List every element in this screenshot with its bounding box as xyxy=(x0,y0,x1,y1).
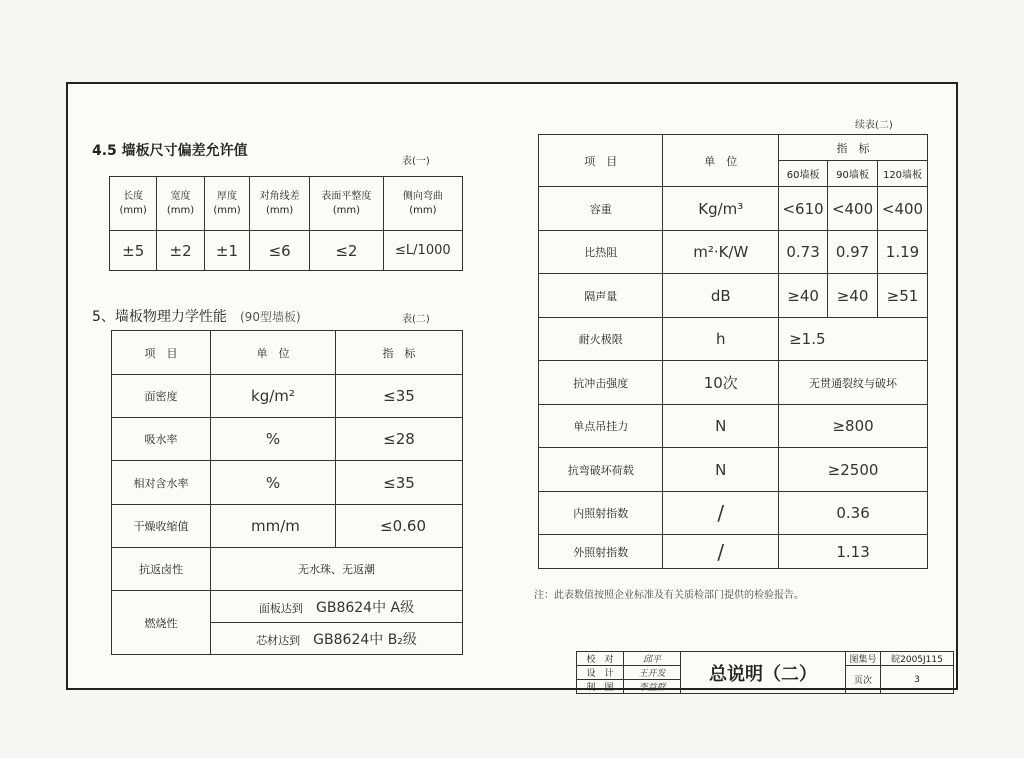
row-item: 相对含水率 xyxy=(112,461,211,505)
role-drafter: 制 图 xyxy=(577,680,624,694)
section-5-subtitle: (90型墙板) xyxy=(240,310,301,324)
row-merged-value: ≥2500 xyxy=(779,448,928,492)
value-length: ±5 xyxy=(110,231,157,271)
row-item: 抗弯破坏荷载 xyxy=(539,448,663,492)
fire-item: 燃烧性 xyxy=(112,591,211,655)
header-item: 项 目 xyxy=(112,331,211,375)
value-width: ±2 xyxy=(157,231,204,271)
row-item: 隔声量 xyxy=(539,274,663,318)
header-diagonal: 对角线差 (mm) xyxy=(250,177,310,231)
row-unit: N xyxy=(663,448,779,492)
row-item: 面密度 xyxy=(112,375,211,418)
table-note: 注：此表数值按照企业标准及有关质检部门提供的检验报告。 xyxy=(534,590,804,601)
row-v60: ≥40 xyxy=(779,274,828,318)
row-item: 外照射指数 xyxy=(539,535,663,569)
role-checker: 校 对 xyxy=(577,652,624,666)
subheader-120: 120墙板 xyxy=(878,161,928,187)
row-item: 吸水率 xyxy=(112,418,211,461)
row-merged-value: 1.13 xyxy=(779,535,928,569)
row-v90: ≥40 xyxy=(828,274,878,318)
row-merged-value: ≥1.5 xyxy=(779,318,928,361)
row-item: 单点吊挂力 xyxy=(539,405,663,448)
drawing-sheet xyxy=(66,82,958,693)
fire-line-2: 芯材达到 GB8624中 B₂级 xyxy=(211,623,463,655)
row-unit: mm/m xyxy=(211,505,336,548)
header-item: 项 目 xyxy=(539,135,663,187)
fire-line-1: 面板达到 GB8624中 A级 xyxy=(211,591,463,623)
row-item: 耐火极限 xyxy=(539,318,663,361)
row-value: ≤28 xyxy=(336,418,463,461)
drawing-title: 总说明（二） xyxy=(681,652,846,694)
subheader-90: 90墙板 xyxy=(828,161,878,187)
page-label: 页次 xyxy=(846,666,881,694)
header-flatness: 表面平整度 (mm) xyxy=(310,177,384,231)
atlas-label: 图集号 xyxy=(846,652,881,666)
header-index: 指 标 xyxy=(336,331,463,375)
value-diagonal: ≤6 xyxy=(250,231,310,271)
row-unit: dB xyxy=(663,274,779,318)
deviation-table xyxy=(109,176,463,271)
row-unit: / xyxy=(663,492,779,535)
row-item: 容重 xyxy=(539,187,663,231)
row-unit: 10次 xyxy=(663,361,779,405)
subheader-60: 60墙板 xyxy=(779,161,828,187)
header-index: 指 标 xyxy=(779,135,928,161)
header-width: 宽度 (mm) xyxy=(157,177,204,231)
section-5-title: 5、墙板物理力学性能 xyxy=(92,309,227,325)
table-2-number: 表(二) xyxy=(402,314,430,325)
row-value: ≤35 xyxy=(336,375,463,418)
row-v120: <400 xyxy=(878,187,928,231)
physical-properties-table xyxy=(111,330,463,655)
row-v60: 0.73 xyxy=(779,231,828,274)
row-unit: kg/m² xyxy=(211,375,336,418)
signature-checker: 邱平 xyxy=(624,652,681,666)
row-unit: % xyxy=(211,418,336,461)
value-thickness: ±1 xyxy=(204,231,249,271)
row-v60: <610 xyxy=(779,187,828,231)
section-4-5-title: 4.5 墙板尺寸偏差允许值 xyxy=(92,143,248,159)
row-merged-value: 0.36 xyxy=(779,492,928,535)
continued-table xyxy=(538,134,928,569)
row-item: 内照射指数 xyxy=(539,492,663,535)
row-item: 干燥收缩值 xyxy=(112,505,211,548)
row-item: 抗冲击强度 xyxy=(539,361,663,405)
row-v90: <400 xyxy=(828,187,878,231)
continued-label: 续表(二) xyxy=(855,120,893,131)
row-item: 抗返卤性 xyxy=(112,548,211,591)
page-number: 3 xyxy=(881,666,954,694)
row-value: ≤0.60 xyxy=(336,505,463,548)
row-unit: h xyxy=(663,318,779,361)
signature-drafter: 李益群 xyxy=(624,680,681,694)
role-designer: 设 计 xyxy=(577,666,624,680)
row-unit: Kg/m³ xyxy=(663,187,779,231)
row-v120: 1.19 xyxy=(878,231,928,274)
row-v120: ≥51 xyxy=(878,274,928,318)
row-item: 比热阻 xyxy=(539,231,663,274)
value-bending: ≤L/1000 xyxy=(383,231,462,271)
row-unit: N xyxy=(663,405,779,448)
header-unit: 单 位 xyxy=(663,135,779,187)
row-merged-value: 无水珠、无返潮 xyxy=(211,548,463,591)
row-v90: 0.97 xyxy=(828,231,878,274)
title-block xyxy=(576,651,954,694)
header-thickness: 厚度 (mm) xyxy=(204,177,249,231)
value-flatness: ≤2 xyxy=(310,231,384,271)
row-value: ≤35 xyxy=(336,461,463,505)
header-bending: 侧向弯曲 (mm) xyxy=(383,177,462,231)
table-1-number: 表(一) xyxy=(402,156,430,167)
header-length: 长度 (mm) xyxy=(110,177,157,231)
atlas-number: 皖2005J115 xyxy=(881,652,954,666)
row-merged-value: ≥800 xyxy=(779,405,928,448)
row-unit: m²·K/W xyxy=(663,231,779,274)
row-merged-value: 无贯通裂纹与破坏 xyxy=(779,361,928,405)
header-unit: 单 位 xyxy=(211,331,336,375)
row-unit: % xyxy=(211,461,336,505)
row-unit: / xyxy=(663,535,779,569)
signature-designer: 王开发 xyxy=(624,666,681,680)
